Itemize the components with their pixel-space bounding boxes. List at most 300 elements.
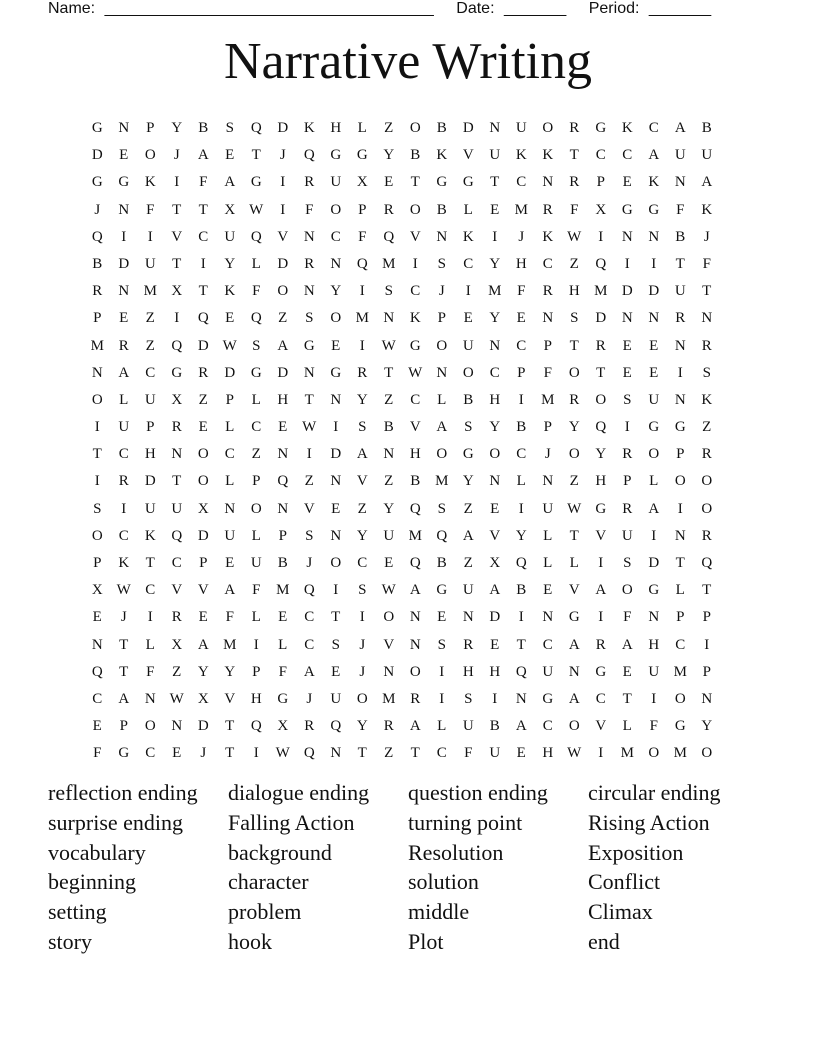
grid-letter: U (674, 147, 686, 164)
grid-letter: M (408, 527, 422, 544)
grid-letter: X (171, 391, 183, 408)
grid-letter: N (330, 745, 342, 762)
grid-letter: I (624, 419, 630, 436)
grid-letter: W (116, 582, 131, 599)
grid-letter: Q (250, 310, 262, 327)
grid-letter: Y (462, 473, 474, 490)
grid-letter: N (701, 690, 713, 707)
grid-letter: I (147, 228, 153, 245)
grid-letter: R (304, 255, 315, 272)
grid-letter: N (330, 527, 342, 544)
grid-letter: G (330, 364, 342, 381)
word-bank-item: reflection ending (48, 780, 198, 805)
grid-letter: A (409, 718, 421, 735)
grid-letter: C (251, 419, 262, 436)
grid-letter: Z (172, 663, 182, 680)
grid-letter: G (648, 419, 660, 436)
word-bank-row (48, 927, 788, 957)
grid-letter: T (198, 201, 208, 218)
grid-letter: R (171, 609, 182, 626)
grid-letter: C (145, 745, 156, 762)
word-bank-item: background (228, 839, 332, 865)
grid-letter: W (567, 500, 582, 517)
grid-letter: N (330, 391, 342, 408)
grid-letter: F (305, 201, 314, 218)
grid-letter: N (277, 500, 289, 517)
grid-letter: K (462, 228, 474, 245)
grid-letter: Y (489, 419, 501, 436)
grid-letter: A (568, 636, 580, 653)
grid-letter: L (145, 636, 155, 653)
grid-letter: N (383, 663, 395, 680)
grid-letter: I (121, 500, 127, 517)
grid-row (84, 632, 720, 659)
word-bank-item: setting (48, 899, 107, 925)
grid-letter: Z (251, 446, 261, 463)
grid-letter: I (492, 228, 498, 245)
grid-letter: E (622, 174, 632, 191)
grid-letter: N (674, 337, 686, 354)
grid-letter: Q (409, 500, 421, 517)
grid-letter: G (436, 582, 448, 599)
grid-letter: N (224, 500, 236, 517)
grid-letter: G (648, 201, 660, 218)
grid-letter: R (701, 527, 712, 544)
grid-letter: A (648, 500, 660, 517)
grid-letter: E (198, 609, 208, 626)
word-bank-item: circular ending (588, 780, 721, 805)
grid-letter: L (251, 391, 261, 408)
grid-letter: N (674, 391, 686, 408)
grid-row (84, 305, 720, 332)
grid-letter: I (439, 690, 445, 707)
grid-letter: K (648, 174, 660, 191)
grid-letter: Y (383, 500, 395, 517)
grid-letter: L (119, 391, 129, 408)
grid-letter: R (701, 337, 712, 354)
grid-letter: O (436, 446, 448, 463)
word-bank-item: Plot (408, 928, 444, 954)
grid-letter: G (277, 690, 289, 707)
grid-letter: E (331, 500, 341, 517)
grid-letter: E (622, 337, 632, 354)
grid-letter: S (358, 419, 367, 436)
grid-letter: S (623, 555, 632, 571)
word-bank-item: turning point (408, 809, 523, 835)
grid-letter: E (384, 555, 394, 571)
grid-letter: N (489, 120, 501, 136)
grid-letter: C (92, 690, 103, 707)
grid-letter: M (673, 663, 687, 680)
grid-letter: N (330, 255, 342, 272)
grid-letter: V (595, 718, 607, 735)
grid-letter: E (225, 310, 235, 327)
grid-letter: F (702, 255, 711, 272)
grid-letter: D (648, 555, 660, 571)
grid-letter: Y (568, 419, 580, 436)
word-bank-item: dialogue ending (228, 780, 370, 805)
grid-letter: C (330, 228, 341, 245)
grid-letter: N (330, 473, 342, 490)
grid-letter: N (542, 310, 554, 327)
grid-letter: H (330, 120, 342, 136)
grid-letter: J (544, 446, 551, 463)
grid-letter: Z (569, 473, 579, 490)
grid-letter: Y (515, 527, 527, 544)
grid-letter: E (490, 636, 500, 653)
grid-letter: C (145, 364, 156, 381)
grid-letter: C (542, 255, 553, 272)
grid-letter: J (200, 745, 207, 762)
grid-letter: D (91, 147, 103, 164)
grid-letter: R (118, 473, 129, 490)
grid-letter: G (542, 690, 554, 707)
grid-letter: T (702, 283, 712, 300)
grid-letter: Q (91, 228, 103, 245)
grid-letter: X (197, 500, 209, 517)
grid-letter: R (304, 718, 315, 735)
grid-letter: V (595, 527, 607, 544)
grid-letter: V (409, 228, 421, 245)
grid-letter: U (383, 527, 395, 544)
word-bank-row (48, 808, 788, 838)
grid-letter: O (701, 500, 713, 517)
grid-letter: S (437, 500, 446, 517)
grid-letter: B (675, 228, 686, 245)
grid-letter: S (305, 310, 314, 327)
grid-letter: Q (250, 120, 262, 136)
grid-letter: N (118, 201, 130, 218)
grid-letter: I (359, 337, 365, 354)
grid-letter: Q (277, 473, 289, 490)
grid-letter: W (222, 337, 237, 354)
grid-letter: R (118, 337, 129, 354)
grid-letter: B (516, 419, 527, 436)
grid-letter: N (462, 609, 474, 626)
grid-letter: P (252, 473, 261, 490)
grid-letter: A (197, 636, 209, 653)
grid-letter: R (622, 500, 633, 517)
grid-letter: N (436, 228, 448, 245)
grid-letter: Q (701, 555, 713, 571)
grid-letter: M (514, 201, 528, 218)
date-field[interactable]: _______ (503, 0, 567, 17)
grid-letter: R (357, 364, 368, 381)
grid-letter: H (409, 446, 421, 463)
grid-letter: N (648, 609, 660, 626)
grid-letter: A (621, 636, 633, 653)
grid-letter: K (621, 120, 633, 136)
grid-letter: R (198, 364, 209, 381)
grid-letter: T (410, 745, 420, 762)
grid-letter: C (118, 446, 129, 463)
name-field[interactable]: _____________________________________ (104, 0, 434, 17)
grid-letter: O (674, 690, 686, 707)
grid-letter: I (677, 500, 683, 517)
grid-letter: O (462, 364, 474, 381)
grid-letter: O (595, 391, 607, 408)
grid-letter: F (146, 201, 155, 218)
period-field[interactable]: _______ (648, 0, 712, 17)
grid-letter: O (250, 500, 262, 517)
grid-letter: I (359, 283, 365, 300)
grid-letter: Y (224, 663, 236, 680)
grid-letter: E (278, 419, 288, 436)
grid-letter: A (409, 582, 421, 599)
grid-letter: L (251, 255, 261, 272)
grid-row (84, 468, 720, 495)
grid-letter: S (384, 283, 393, 300)
grid-letter: I (465, 283, 471, 300)
grid-letter: T (596, 364, 606, 381)
grid-letter: O (91, 527, 103, 544)
grid-letter: N (674, 527, 686, 544)
grid-letter: X (356, 174, 368, 191)
grid-letter: S (358, 582, 367, 599)
grid-letter: S (437, 255, 446, 272)
grid-letter: G (250, 364, 262, 381)
grid-letter: G (91, 120, 103, 136)
grid-row (84, 523, 720, 550)
grid-letter: Z (463, 500, 473, 517)
grid-letter: R (92, 283, 103, 300)
grid-letter: I (359, 609, 365, 626)
grid-letter: B (436, 555, 447, 571)
word-bank-row (48, 778, 788, 808)
grid-letter: S (702, 364, 711, 381)
grid-letter: A (595, 582, 607, 599)
grid-letter: Z (145, 337, 155, 354)
grid-letter: N (91, 364, 103, 381)
grid-letter: B (383, 419, 394, 436)
grid-letter: F (464, 745, 473, 762)
grid-letter: N (515, 690, 527, 707)
grid-letter: F (543, 364, 552, 381)
grid-letter: Y (171, 120, 183, 136)
grid-letter: B (92, 255, 103, 272)
grid-letter: E (490, 500, 500, 517)
word-bank-row (48, 897, 788, 927)
grid-letter: D (197, 718, 209, 735)
grid-letter: R (542, 283, 553, 300)
grid-letter: R (463, 636, 474, 653)
grid-letter: R (569, 391, 580, 408)
grid-letter: E (437, 609, 447, 626)
grid-letter: L (569, 555, 579, 571)
grid-letter: T (251, 147, 261, 164)
grid-letter: L (251, 527, 261, 544)
grid-letter: E (516, 745, 526, 762)
grid-letter: J (94, 201, 101, 218)
grid-row (84, 713, 720, 740)
grid-letter: F (358, 228, 367, 245)
grid-letter: U (330, 174, 342, 191)
grid-letter: B (436, 201, 447, 218)
grid-letter: L (543, 555, 553, 571)
grid-letter: C (145, 582, 156, 599)
grid-letter: H (595, 473, 607, 490)
grid-letter: R (171, 419, 182, 436)
grid-letter: U (250, 555, 262, 571)
grid-letter: S (623, 391, 632, 408)
grid-letter: L (622, 718, 632, 735)
grid-letter: K (515, 147, 527, 164)
grid-letter: J (438, 283, 445, 300)
grid-letter: N (144, 690, 156, 707)
grid-letter: Z (198, 391, 208, 408)
grid-letter: U (144, 255, 156, 272)
grid-letter: N (621, 310, 633, 327)
grid-letter: O (568, 718, 580, 735)
grid-letter: J (279, 147, 286, 164)
grid-letter: N (436, 364, 448, 381)
grid-letter: G (595, 663, 607, 680)
grid-row (84, 659, 720, 686)
grid-row (84, 251, 720, 278)
grid-letter: D (462, 120, 474, 136)
grid-letter: J (306, 690, 313, 707)
grid-letter: O (330, 555, 342, 571)
grid-letter: E (622, 364, 632, 381)
grid-letter: Q (409, 555, 421, 571)
grid-letter: C (463, 255, 474, 272)
grid-letter: E (225, 555, 235, 571)
grid-letter: A (303, 663, 315, 680)
grid-letter: X (277, 718, 289, 735)
grid-letter: M (435, 473, 449, 490)
word-bank (48, 778, 788, 957)
grid-letter: L (675, 582, 685, 599)
period-label: Period: (588, 0, 640, 17)
grid-letter: G (595, 120, 607, 136)
grid-letter: E (92, 609, 102, 626)
grid-letter: I (147, 609, 153, 626)
grid-letter: E (516, 310, 526, 327)
grid-letter: A (701, 174, 713, 191)
grid-letter: X (171, 283, 183, 300)
grid-letter: I (624, 255, 630, 272)
grid-letter: R (595, 337, 606, 354)
grid-letter: E (543, 582, 553, 599)
grid-letter: L (437, 718, 447, 735)
grid-letter: E (119, 310, 129, 327)
grid-letter: N (674, 174, 686, 191)
grid-letter: N (489, 337, 501, 354)
grid-letter: A (515, 718, 527, 735)
grid-letter: N (303, 364, 315, 381)
grid-letter: R (701, 446, 712, 463)
grid-letter: S (464, 690, 473, 707)
grid-letter: O (144, 147, 156, 164)
grid-letter: W (408, 364, 423, 381)
grid-row (84, 278, 720, 305)
grid-letter: S (305, 527, 314, 544)
grid-letter: A (277, 337, 289, 354)
grid-letter: C (118, 527, 129, 544)
grid-letter: Z (384, 120, 394, 136)
grid-letter: B (489, 718, 500, 735)
grid-letter: X (224, 201, 236, 218)
grid-letter: I (704, 636, 710, 653)
grid-letter: H (489, 391, 501, 408)
grid-letter: R (569, 120, 580, 136)
grid-letter: E (172, 745, 182, 762)
grid-letter: V (356, 473, 368, 490)
grid-letter: B (463, 391, 474, 408)
grid-letter: A (674, 120, 686, 136)
grid-letter: K (118, 555, 130, 571)
grid-row (84, 360, 720, 387)
grid-letter: U (462, 337, 474, 354)
grid-letter: H (489, 663, 501, 680)
grid-letter: U (542, 500, 554, 517)
grid-letter: D (144, 473, 156, 490)
grid-letter: H (144, 446, 156, 463)
grid-letter: M (355, 310, 369, 327)
grid-letter: N (621, 228, 633, 245)
grid-letter: F (570, 201, 579, 218)
grid-letter: P (225, 391, 234, 408)
grid-letter: N (118, 283, 130, 300)
grid-letter: Y (224, 255, 236, 272)
grid-letter: O (542, 120, 554, 136)
grid-letter: K (436, 147, 448, 164)
grid-letter: P (543, 419, 552, 436)
grid-letter: C (622, 147, 633, 164)
grid-letter: F (649, 718, 658, 735)
grid-letter: O (648, 745, 660, 762)
grid-letter: I (280, 201, 286, 218)
grid-letter: I (677, 364, 683, 381)
grid-letter: N (489, 473, 501, 490)
grid-letter: Z (278, 310, 288, 327)
grid-letter: U (674, 283, 686, 300)
grid-letter: T (225, 718, 235, 735)
grid-letter: C (304, 636, 315, 653)
grid-letter: I (280, 174, 286, 191)
grid-row (84, 387, 720, 414)
grid-letter: P (543, 337, 552, 354)
grid-letter: Z (145, 310, 155, 327)
grid-letter: W (567, 745, 582, 762)
grid-letter: F (93, 745, 102, 762)
grid-letter: Q (515, 663, 527, 680)
grid-letter: E (463, 310, 473, 327)
grid-letter: U (144, 500, 156, 517)
grid-letter: V (409, 419, 421, 436)
grid-letter: Q (595, 419, 607, 436)
grid-letter: R (383, 718, 394, 735)
grid-letter: L (278, 636, 288, 653)
grid-letter: R (542, 201, 553, 218)
student-info-line (48, 0, 748, 20)
grid-letter: O (568, 446, 580, 463)
grid-letter: M (143, 283, 157, 300)
grid-letter: B (410, 473, 421, 490)
grid-letter: A (118, 364, 130, 381)
grid-letter: O (621, 582, 633, 599)
grid-letter: P (93, 555, 102, 571)
grid-letter: N (701, 310, 713, 327)
word-bank-item: story (48, 928, 92, 954)
grid-letter: T (225, 745, 235, 762)
grid-letter: L (225, 473, 235, 490)
grid-letter: O (674, 473, 686, 490)
grid-letter: G (462, 446, 474, 463)
grid-letter: S (464, 419, 473, 436)
grid-letter: T (145, 555, 155, 571)
grid-letter: Q (436, 527, 448, 544)
